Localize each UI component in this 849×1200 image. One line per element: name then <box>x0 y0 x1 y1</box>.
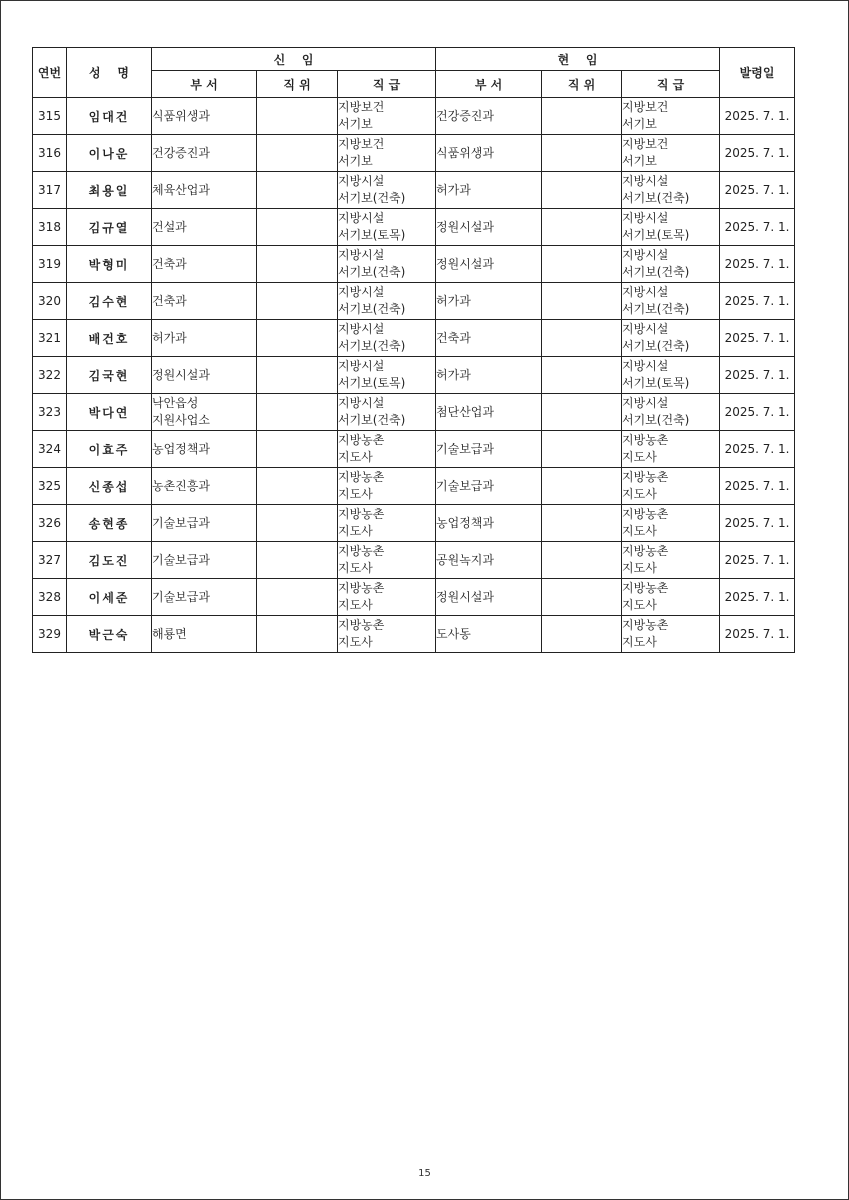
table-row <box>33 283 795 320</box>
new-position <box>257 505 338 542</box>
current-department-line: 농업정책과 <box>436 515 494 530</box>
employee-name: 박형미 <box>67 246 152 283</box>
current-grade-line: 지방보건 <box>622 137 669 151</box>
current-grade <box>622 283 720 320</box>
table-row <box>33 505 795 542</box>
serial-number: 320 <box>33 283 67 320</box>
current-position <box>542 172 622 209</box>
current-grade-line: 서기보 <box>622 117 657 131</box>
serial-number: 317 <box>33 172 67 209</box>
new-department <box>152 135 257 172</box>
new-position <box>257 394 338 431</box>
new-grade <box>338 246 436 283</box>
current-grade-line: 지방농촌 <box>622 470 669 484</box>
new-grade-line: 지방농촌 <box>338 581 385 595</box>
current-department <box>436 135 542 172</box>
current-department-line: 정원시설과 <box>436 256 494 271</box>
new-grade-line: 서기보(건축) <box>338 339 406 353</box>
current-position <box>542 357 622 394</box>
new-position <box>257 320 338 357</box>
current-grade <box>622 431 720 468</box>
current-department-line: 공원녹지과 <box>436 552 494 567</box>
appointment-date: 2025. 7. 1. <box>720 431 795 468</box>
new-department-line: 건축과 <box>152 256 187 271</box>
current-grade <box>622 394 720 431</box>
current-department <box>436 172 542 209</box>
new-department-line: 체육산업과 <box>152 182 210 197</box>
new-department-line: 기술보급과 <box>152 515 210 530</box>
new-position <box>257 98 338 135</box>
new-grade-line: 지도사 <box>338 524 373 538</box>
current-position <box>542 209 622 246</box>
current-grade <box>622 246 720 283</box>
new-grade-line: 지방시설 <box>338 396 385 410</box>
current-position <box>542 468 622 505</box>
table-row <box>33 542 795 579</box>
new-grade-line: 지방시설 <box>338 322 385 336</box>
new-grade <box>338 431 436 468</box>
current-department-line: 건축과 <box>436 330 471 345</box>
current-department-line: 도사동 <box>436 626 471 641</box>
current-grade <box>622 616 720 653</box>
new-department <box>152 505 257 542</box>
new-position <box>257 357 338 394</box>
current-department-line: 허가과 <box>436 182 471 197</box>
current-department-line: 첨단산업과 <box>436 404 494 419</box>
employee-name: 송현종 <box>67 505 152 542</box>
new-grade-line: 지방시설 <box>338 248 385 262</box>
new-grade-line: 지방농촌 <box>338 618 385 632</box>
current-grade-line: 서기보(건축) <box>622 413 690 427</box>
current-department <box>436 98 542 135</box>
new-department <box>152 579 257 616</box>
new-department-line: 기술보급과 <box>152 552 210 567</box>
new-department <box>152 172 257 209</box>
appointment-date: 2025. 7. 1. <box>720 542 795 579</box>
name-header: 성 명 <box>67 48 152 98</box>
current-position <box>542 135 622 172</box>
current-position <box>542 542 622 579</box>
new-position <box>257 283 338 320</box>
new-department <box>152 246 257 283</box>
new-department-line: 해룡면 <box>152 626 187 641</box>
current-department <box>436 246 542 283</box>
employee-name: 박근숙 <box>67 616 152 653</box>
table-row <box>33 579 795 616</box>
new-grade <box>338 172 436 209</box>
serial-number: 329 <box>33 616 67 653</box>
current-department <box>436 357 542 394</box>
current-grade <box>622 579 720 616</box>
current-department-line: 정원시설과 <box>436 219 494 234</box>
new-grade <box>338 135 436 172</box>
new-department <box>152 209 257 246</box>
current-grade-line: 지방농촌 <box>622 507 669 521</box>
serial-number: 316 <box>33 135 67 172</box>
current-position <box>542 283 622 320</box>
employee-name: 신종섭 <box>67 468 152 505</box>
new-department-header: 부 서 <box>152 71 257 98</box>
new-position <box>257 135 338 172</box>
new-department-line: 건강증진과 <box>152 145 210 160</box>
table-body <box>33 98 795 653</box>
new-department-line: 기술보급과 <box>152 589 210 604</box>
new-position <box>257 579 338 616</box>
new-grade <box>338 468 436 505</box>
new-grade-line: 지도사 <box>338 598 373 612</box>
current-grade-line: 지방시설 <box>622 396 669 410</box>
new-department <box>152 468 257 505</box>
current-department <box>436 394 542 431</box>
current-department <box>436 320 542 357</box>
new-grade <box>338 579 436 616</box>
serial-number: 327 <box>33 542 67 579</box>
table-header <box>33 48 795 98</box>
new-grade <box>338 209 436 246</box>
current-grade-line: 서기보 <box>622 154 657 168</box>
serial-number: 328 <box>33 579 67 616</box>
current-department-line: 식품위생과 <box>436 145 494 160</box>
date-header: 발령일 <box>720 48 795 98</box>
employee-name: 박다연 <box>67 394 152 431</box>
current-department <box>436 431 542 468</box>
current-department-line: 정원시설과 <box>436 589 494 604</box>
current-grade-line: 지도사 <box>622 450 657 464</box>
table-row <box>33 209 795 246</box>
new-grade-line: 지방농촌 <box>338 470 385 484</box>
current-post-header: 현 임 <box>436 48 720 71</box>
table-row <box>33 246 795 283</box>
current-grade-line: 지도사 <box>622 635 657 649</box>
employee-name: 배건호 <box>67 320 152 357</box>
current-grade <box>622 172 720 209</box>
current-department <box>436 209 542 246</box>
current-position <box>542 246 622 283</box>
employee-name: 최용일 <box>67 172 152 209</box>
current-grade <box>622 542 720 579</box>
new-department-line: 건축과 <box>152 293 187 308</box>
current-grade <box>622 209 720 246</box>
serial-number: 321 <box>33 320 67 357</box>
new-grade-line: 서기보(건축) <box>338 302 406 316</box>
appointment-date: 2025. 7. 1. <box>720 246 795 283</box>
current-grade <box>622 357 720 394</box>
appointment-date: 2025. 7. 1. <box>720 616 795 653</box>
current-position <box>542 616 622 653</box>
current-grade-line: 지방시설 <box>622 285 669 299</box>
appointment-table <box>32 47 795 653</box>
new-grade-line: 지방시설 <box>338 174 385 188</box>
new-department-line: 식품위생과 <box>152 108 210 123</box>
new-grade-line: 지방시설 <box>338 211 385 225</box>
serial-number: 322 <box>33 357 67 394</box>
serial-number: 323 <box>33 394 67 431</box>
serial-number: 319 <box>33 246 67 283</box>
current-department <box>436 616 542 653</box>
new-department-line: 농촌진흥과 <box>152 478 210 493</box>
serial-number: 324 <box>33 431 67 468</box>
new-grade-line: 지도사 <box>338 561 373 575</box>
new-department <box>152 542 257 579</box>
new-grade <box>338 283 436 320</box>
current-grade-line: 지도사 <box>622 598 657 612</box>
employee-name: 김국현 <box>67 357 152 394</box>
new-department-line: 건설과 <box>152 219 187 234</box>
table-row <box>33 172 795 209</box>
appointment-date: 2025. 7. 1. <box>720 135 795 172</box>
current-grade-line: 지방농촌 <box>622 618 669 632</box>
current-grade-line: 지방시설 <box>622 248 669 262</box>
appointment-date: 2025. 7. 1. <box>720 320 795 357</box>
employee-name: 김규열 <box>67 209 152 246</box>
employee-name: 이나운 <box>67 135 152 172</box>
current-department <box>436 283 542 320</box>
new-grade-line: 서기보(건축) <box>338 413 406 427</box>
new-grade-line: 서기보(토목) <box>338 376 406 390</box>
table-row <box>33 468 795 505</box>
appointment-date: 2025. 7. 1. <box>720 394 795 431</box>
new-department-line: 낙안읍성 <box>152 396 199 410</box>
current-grade-line: 서기보(토목) <box>622 376 690 390</box>
table-row <box>33 135 795 172</box>
employee-name: 이효주 <box>67 431 152 468</box>
table-row <box>33 98 795 135</box>
new-grade-line: 지방농촌 <box>338 507 385 521</box>
new-grade <box>338 542 436 579</box>
table-row <box>33 357 795 394</box>
new-grade-line: 지방보건 <box>338 100 385 114</box>
appointment-date: 2025. 7. 1. <box>720 357 795 394</box>
appointment-date: 2025. 7. 1. <box>720 283 795 320</box>
current-grade-line: 서기보(건축) <box>622 265 690 279</box>
new-grade-line: 지방농촌 <box>338 433 385 447</box>
new-grade-line: 지방농촌 <box>338 544 385 558</box>
new-grade <box>338 505 436 542</box>
new-grade-line: 서기보(건축) <box>338 265 406 279</box>
new-department <box>152 357 257 394</box>
current-department <box>436 505 542 542</box>
current-grade-line: 지방시설 <box>622 174 669 188</box>
current-department-line: 허가과 <box>436 293 471 308</box>
current-department-line: 기술보급과 <box>436 478 494 493</box>
serial-number: 326 <box>33 505 67 542</box>
new-department <box>152 98 257 135</box>
new-grade-line: 지도사 <box>338 487 373 501</box>
serial-number: 318 <box>33 209 67 246</box>
serial-number: 315 <box>33 98 67 135</box>
current-grade-line: 지도사 <box>622 487 657 501</box>
new-department <box>152 394 257 431</box>
current-grade-line: 지방시설 <box>622 211 669 225</box>
current-department <box>436 579 542 616</box>
current-grade <box>622 468 720 505</box>
new-department <box>152 283 257 320</box>
current-grade-line: 지방농촌 <box>622 433 669 447</box>
table-row <box>33 394 795 431</box>
appointment-date: 2025. 7. 1. <box>720 209 795 246</box>
current-department-line: 건강증진과 <box>436 108 494 123</box>
new-grade-line: 지방시설 <box>338 285 385 299</box>
current-grade-line: 지도사 <box>622 524 657 538</box>
new-department <box>152 320 257 357</box>
new-position <box>257 616 338 653</box>
new-grade-line: 서기보(토목) <box>338 228 406 242</box>
current-position <box>542 579 622 616</box>
current-position <box>542 431 622 468</box>
current-grade <box>622 505 720 542</box>
employee-name: 김도진 <box>67 542 152 579</box>
current-grade-line: 서기보(건축) <box>622 191 690 205</box>
new-department-line: 정원시설과 <box>152 367 210 382</box>
table-row <box>33 320 795 357</box>
new-grade <box>338 320 436 357</box>
new-grade <box>338 357 436 394</box>
current-grade-line: 지방시설 <box>622 322 669 336</box>
current-department-line: 기술보급과 <box>436 441 494 456</box>
current-position <box>542 394 622 431</box>
page-number: 15 <box>418 1168 431 1179</box>
current-department <box>436 468 542 505</box>
new-position-header: 직 위 <box>257 71 338 98</box>
new-department <box>152 616 257 653</box>
current-grade-line: 지방보건 <box>622 100 669 114</box>
current-department-line: 허가과 <box>436 367 471 382</box>
new-grade <box>338 616 436 653</box>
new-position <box>257 468 338 505</box>
new-grade <box>338 394 436 431</box>
current-grade <box>622 135 720 172</box>
new-department-line: 허가과 <box>152 330 187 345</box>
current-grade-line: 지방농촌 <box>622 544 669 558</box>
current-grade-header: 직 급 <box>622 71 720 98</box>
appointment-date: 2025. 7. 1. <box>720 505 795 542</box>
serial-header: 연번 <box>33 48 67 98</box>
table-row <box>33 431 795 468</box>
appointment-date: 2025. 7. 1. <box>720 98 795 135</box>
current-grade-line: 지도사 <box>622 561 657 575</box>
current-department <box>436 542 542 579</box>
appointment-date: 2025. 7. 1. <box>720 172 795 209</box>
new-grade-header: 직 급 <box>338 71 436 98</box>
new-department-line: 지원사업소 <box>152 413 210 427</box>
new-position <box>257 209 338 246</box>
current-department-header: 부 서 <box>436 71 542 98</box>
current-position <box>542 98 622 135</box>
employee-name: 이세준 <box>67 579 152 616</box>
appointment-date: 2025. 7. 1. <box>720 468 795 505</box>
employee-name: 김수현 <box>67 283 152 320</box>
current-position-header: 직 위 <box>542 71 622 98</box>
new-position <box>257 431 338 468</box>
current-grade-line: 서기보(건축) <box>622 302 690 316</box>
current-grade-line: 서기보(건축) <box>622 339 690 353</box>
current-grade <box>622 98 720 135</box>
new-grade <box>338 98 436 135</box>
new-grade-line: 서기보 <box>338 117 373 131</box>
new-position <box>257 542 338 579</box>
current-grade <box>622 320 720 357</box>
new-grade-line: 지방시설 <box>338 359 385 373</box>
new-grade-line: 지도사 <box>338 635 373 649</box>
employee-name: 임대건 <box>67 98 152 135</box>
new-grade-line: 지방보건 <box>338 137 385 151</box>
new-post-header: 신 임 <box>152 48 436 71</box>
new-position <box>257 172 338 209</box>
current-position <box>542 320 622 357</box>
current-grade-line: 지방시설 <box>622 359 669 373</box>
new-position <box>257 246 338 283</box>
new-grade-line: 서기보(건축) <box>338 191 406 205</box>
table-row <box>33 616 795 653</box>
new-department-line: 농업정책과 <box>152 441 210 456</box>
current-position <box>542 505 622 542</box>
current-grade-line: 지방농촌 <box>622 581 669 595</box>
serial-number: 325 <box>33 468 67 505</box>
new-department <box>152 431 257 468</box>
new-grade-line: 서기보 <box>338 154 373 168</box>
current-grade-line: 서기보(토목) <box>622 228 690 242</box>
new-grade-line: 지도사 <box>338 450 373 464</box>
appointment-date: 2025. 7. 1. <box>720 579 795 616</box>
